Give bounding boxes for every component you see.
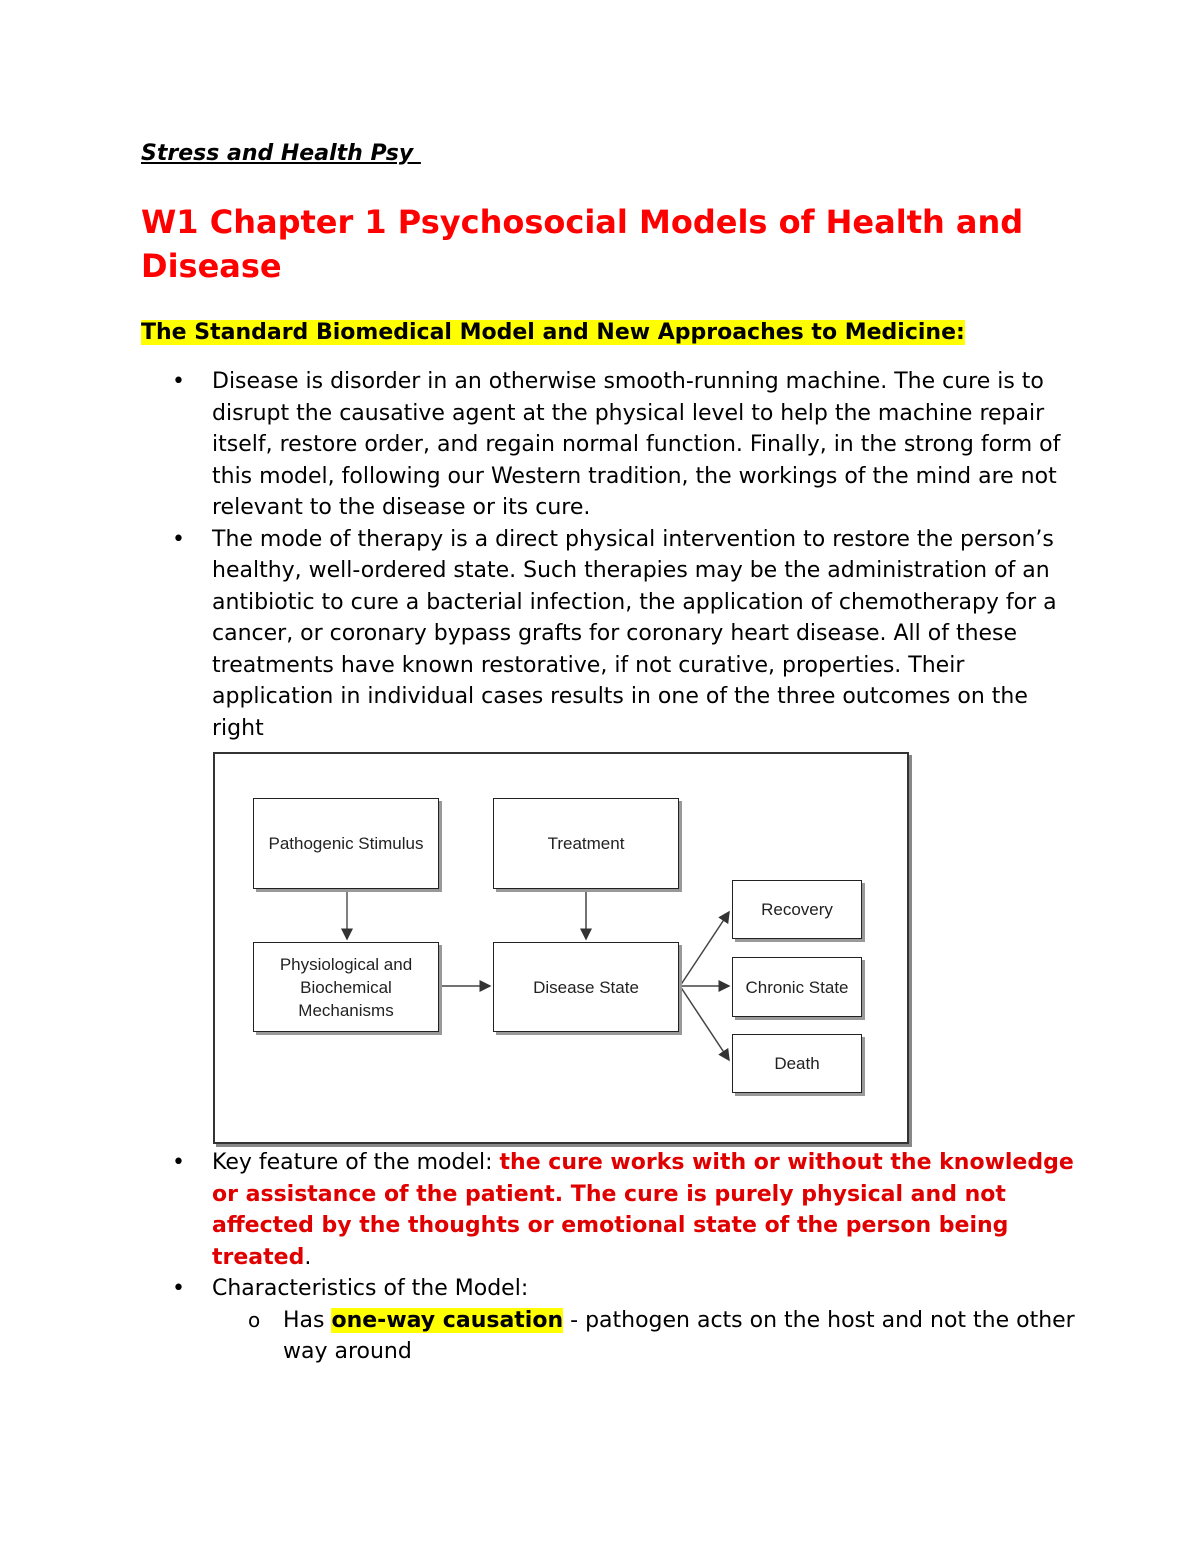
chapter-title: W1 Chapter 1 Psychosocial Models of Health and Disease bbox=[141, 203, 1024, 285]
arrow-disease-to-death bbox=[680, 986, 729, 1060]
pathogenic-stimulus-box: Pathogenic Stimulus bbox=[253, 798, 439, 889]
recovery-box: Recovery bbox=[732, 880, 862, 939]
treatment-box: Treatment bbox=[493, 798, 679, 889]
chronic-state-box: Chronic State bbox=[732, 957, 862, 1017]
bullet-list-bottom bbox=[141, 1147, 1081, 1368]
bullet-item: • Disease is disorder in an otherwise smooth-running machine. The cure is to disrupt the causative agent at the physical level to help the machine repair itself, restore order, and regain normal function. Finally, in the strong form of this model, following our Western tradition, the workings of the mind are not relevant to the disease or its cure. bbox=[141, 366, 1081, 524]
characteristics-sublist bbox=[212, 1305, 1081, 1368]
section-heading-text: The Standard Biomedical Model and New Approaches to Medicine: bbox=[141, 320, 965, 345]
course-title: Stress and Health Psy bbox=[141, 141, 421, 166]
sub-item-rest: - pathogen acts on the host and not the other way around bbox=[283, 1307, 1075, 1364]
one-way-causation-highlight: one-way causation bbox=[331, 1307, 564, 1333]
characteristics-label: Characteristics of the Model: bbox=[212, 1276, 529, 1301]
sub-item bbox=[212, 1305, 1081, 1368]
biomedical-model-diagram bbox=[213, 752, 909, 1144]
bullet-list-top bbox=[141, 366, 1081, 744]
key-feature-suffix: . bbox=[304, 1244, 312, 1270]
death-box: Death bbox=[732, 1034, 862, 1093]
arrow-disease-to-recovery bbox=[680, 912, 729, 986]
disease-state-box: Disease State bbox=[493, 942, 679, 1032]
mechanisms-box: Physiological and Biochemical Mechanisms bbox=[253, 942, 439, 1032]
bullet-item-key-feature bbox=[141, 1147, 1081, 1273]
key-feature-prefix: Key feature of the model: bbox=[212, 1150, 500, 1175]
section-heading bbox=[141, 318, 965, 348]
sub-item-prefix: Has bbox=[283, 1307, 332, 1333]
bullet-item: • The mode of therapy is a direct physical intervention to restore the person’s healthy, well-ordered state. Such therapies may be the administration of an antibiotic to cure a bacterial infection, the application of chemotherapy for a cancer, or coronary bypass grafts for coronary heart disease. All of these treatments have known restorative, if not curative, properties. Their application in individual cases results in one of the three outcomes on the right bbox=[141, 524, 1081, 745]
key-feature-emphasis: the cure works with or without the knowledge or assistance of the patient. The cure is purely physical and not affected by the thoughts or emotional state of the person being treated bbox=[212, 1150, 1074, 1270]
bullet-item-characteristics bbox=[141, 1273, 1081, 1368]
